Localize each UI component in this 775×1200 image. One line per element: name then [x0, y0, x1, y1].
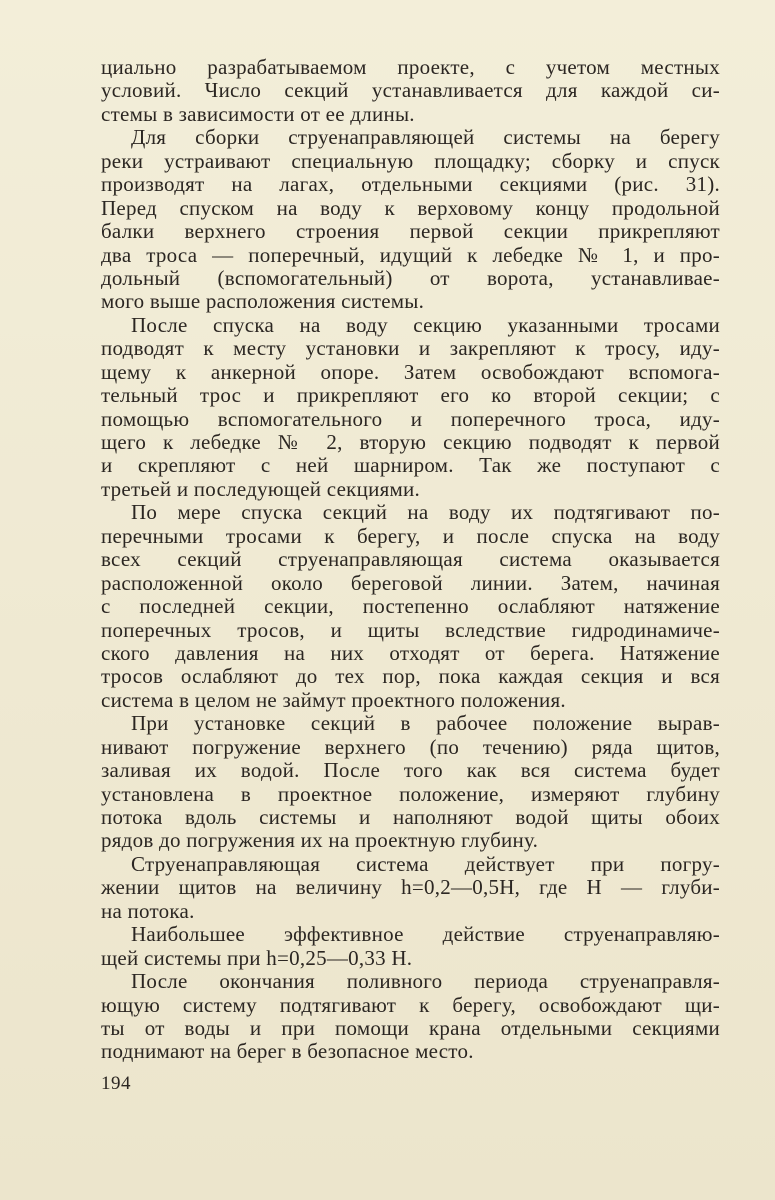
paragraph — [101, 126, 720, 314]
text-line: ты от воды и при помощи крана отдельными секциями — [101, 1015, 720, 1040]
text-line: и скрепляют с ней шарниром. Так же поступают с — [101, 453, 720, 478]
text-line: заливая их водой. После того как вся система будет — [101, 758, 720, 783]
text-line: Наибольшее эффективное действие струенаправляю- — [131, 922, 720, 947]
text-line: Для сборки струенаправляющей системы на берегу — [131, 125, 720, 150]
text-line: поперечных тросов, и щиты вследствие гидродинамиче- — [101, 617, 720, 642]
paragraph — [101, 314, 720, 502]
text-line: третьей и последующей секциями. — [101, 476, 421, 501]
text-line: с последней секции, постепенно ослабляют натяжение — [101, 594, 720, 619]
text-line: Струенаправляющая система действует при погру- — [131, 851, 720, 876]
text-line: циально разрабатываемом проекте, с учетом местных — [101, 55, 720, 79]
page-number: 194 — [101, 1073, 131, 1094]
text-line: установлена в проектное положение, измеряют глубину — [101, 781, 720, 806]
text-line: условий. Число секций устанавливается для каждой си- — [101, 78, 720, 103]
text-line: щему к анкерной опоре. Затем освобождают вспомога- — [101, 359, 720, 384]
text-line: перечными тросами к берегу, и после спуска на воду — [101, 523, 720, 548]
text-line: щего к лебедке № 2, вторую секцию подводят к первой — [101, 430, 720, 454]
text-line: тросов ослабляют до тех пор, пока каждая секция и вся — [101, 664, 720, 689]
paragraph — [101, 56, 720, 126]
paragraph — [101, 712, 720, 853]
text-line: дольный (вспомогательный) от ворота, устанавливае- — [101, 265, 720, 290]
text-line: потока вдоль системы и наполняют водой щиты обоих — [101, 805, 720, 829]
text-line: После окончания поливного периода струенаправля- — [131, 969, 720, 994]
text-line: При установке секций в рабочее положение вырав- — [131, 711, 720, 736]
text-line: помощью вспомогательного и поперечного троса, иду- — [101, 406, 720, 431]
text-line: тельный трос и прикрепляют его ко второй секции; с — [101, 383, 720, 408]
text-line: система в целом не займут проектного положения. — [101, 687, 566, 712]
text-line: расположенной около береговой линии. Затем, начиная — [101, 570, 720, 595]
text-line: поднимают на берег в безопасное место. — [101, 1039, 474, 1064]
text-line: ского давления на них отходят от берега. Натяжение — [101, 640, 720, 665]
text-line: балки верхнего строения первой секции прикрепляют — [101, 219, 720, 244]
text-line: После спуска на воду секцию указанными тросами — [131, 312, 720, 337]
text-line: на потока. — [101, 898, 195, 923]
text-line: По мере спуска секций на воду их подтягивают по- — [131, 500, 720, 525]
text-line: подводят к месту установки и закрепляют к тросу, иду- — [101, 336, 720, 361]
text-line: производят на лагах, отдельными секциями (рис. 31). — [101, 172, 720, 197]
text-line: мого выше расположения системы. — [101, 289, 425, 314]
text-line: два троса — поперечный, идущий к лебедке № 1, и про- — [101, 242, 720, 267]
text-line: Перед спуском на воду к верховому концу продольной — [101, 195, 720, 220]
paragraph — [101, 853, 720, 923]
paragraph — [101, 923, 720, 970]
body-text — [101, 56, 720, 1064]
paragraph — [101, 501, 720, 712]
text-line: стемы в зависимости от ее длины. — [101, 101, 415, 126]
text-line: нивают погружение верхнего (по течению) ряда щитов, — [101, 734, 720, 759]
paragraph — [101, 970, 720, 1064]
text-line: рядов до погружения их на проектную глубину. — [101, 828, 539, 853]
text-line: жении щитов на величину h=0,2—0,5H, где H — глуби- — [101, 875, 720, 900]
text-line: реки устраивают специальную площадку; сборку и спуск — [101, 148, 720, 173]
text-line: всех секций струенаправляющая система оказывается — [101, 547, 720, 572]
text-line: щей системы при h=0,25—0,33 H. — [101, 945, 413, 970]
text-line: ющую систему подтягивают к берегу, освобождают щи- — [101, 992, 720, 1017]
